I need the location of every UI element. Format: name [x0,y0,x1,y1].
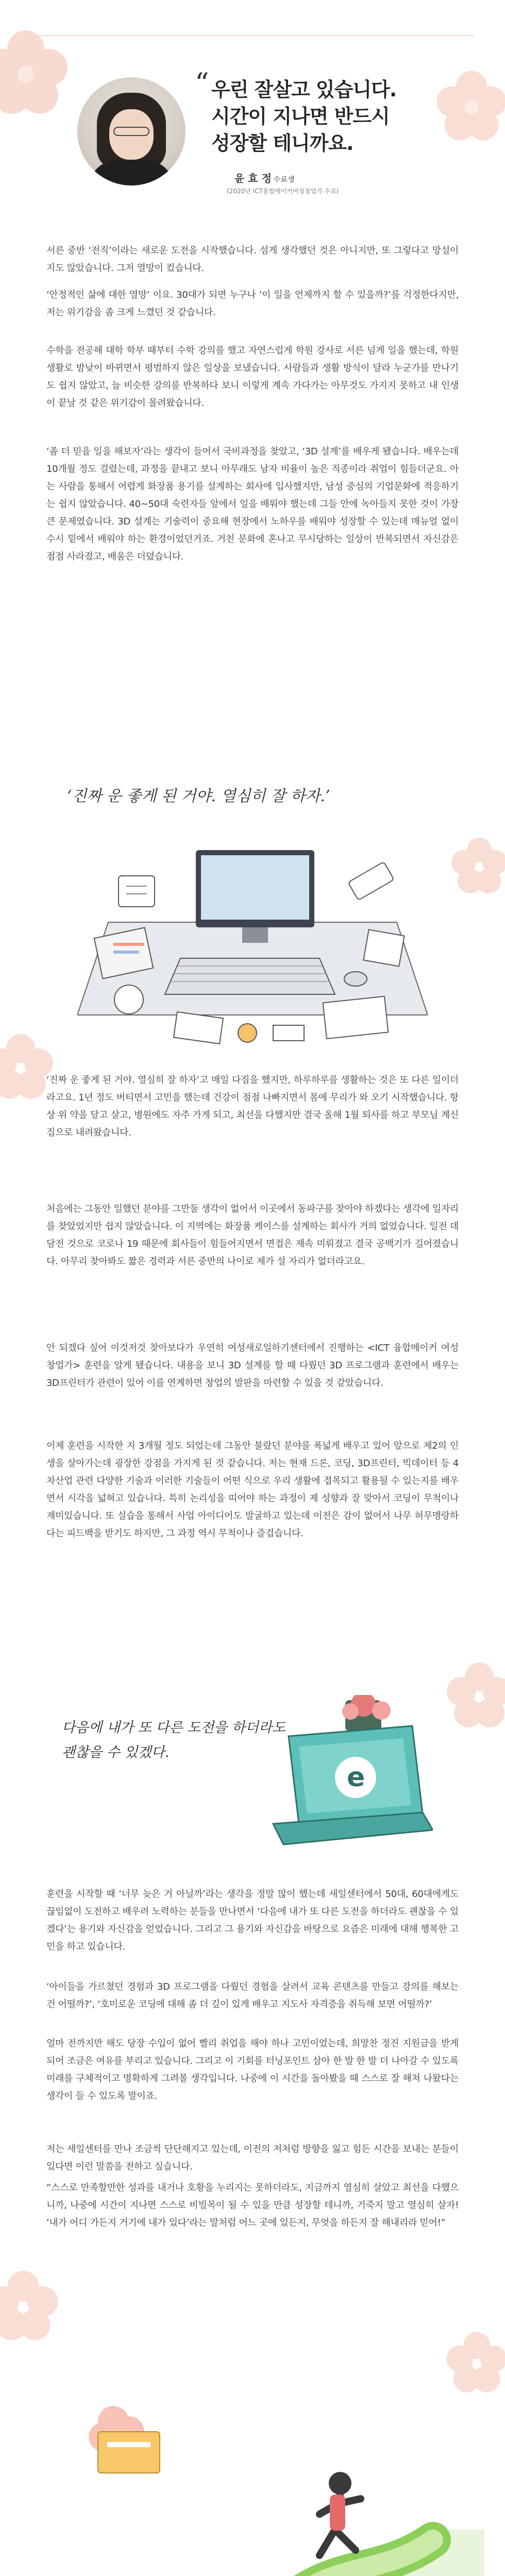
pull-quote-line: 성장할 테니까요. [211,132,354,155]
handwritten-quote-line: 괜찮을 수 있겠다. [62,1744,170,1760]
handwritten-quote-line: 다음에 내가 또 다른 도전을 하더라도 [62,1720,286,1736]
desk-workspace-illustration [77,829,428,1056]
body-paragraph: 처음에는 그동안 일했던 분야를 그만둘 생각이 없어서 이곳에서 동파구를 찾아야 하겠다는 생각에 일자리를 찾았었지만 쉽지 않았습니다. 이 지역에는 화장품 케이스를 설계하는 회사가 거의 없었습니다. 일전 데 담전 것으로 코로나 19 때문에 회사들이 힘들어지면서 면접은 재속 미뤄졌고 결국 공백기가 길어졌습니다. 아무리 찾아봐도 짧은 경력과 서른 중반의 나이로 제가 설 자리가 없더라고요. [46,1204,459,1267]
body-paragraph: ‘진짜 운 좋게 된 거야. 열심히 잘 하자’고 매일 다짐을 했지만, 하루하루를 생활하는 것은 또 다른 일이더라고요. 1년 정도 버티면서 고민을 했는데 건강이 점점 나빠지면서 몸에 무리가 와 오기 시작했습니다. 항상 위 약을 달고 살고, 병원에도 자주 가게 되고, 최선을 다했지만 결국 올해 1월 퇴사를 하고 부모님 계신 집으로 내려왔습니다. [46,1075,459,1138]
flower-decoration-icon [0,26,72,118]
pull-quote [211,76,448,157]
body-paragraph: 수학을 전공해 대학 학부 때부터 수학 강의를 했고 자연스럽게 학원 강사로 서른 넘게 일을 했는데, 학원 생활로 밤낮이 바뀌면서 평범하지 않은 일상을 보냈습니다. 사람들과 생활 방식이 달라 누군가를 만나기도 쉽지 않았고, 늘 비슷한 강의를 반복하다 보니 이렇게 계속 가다가는 아무것도 가지지 못하고 내 인생이 끝날 것 같은 위기감이 몰려왔습니다. [46,345,459,409]
laptop-key-letter: e [347,1762,365,1793]
avatar [77,77,186,185]
running-path-illustration [21,2360,484,2576]
top-divider [31,35,474,36]
pull-quote-line: 시간이 지나면 반드시 [211,105,390,128]
body-paragraph: ‘좀 더 믿을 일을 해보자’라는 생각이 들어서 국비과정을 찾았고, ‘3D 설계’를 배우게 됐습니다. 배우는데 10개월 정도 걸렸는데, 과정을 끝내고 보니 아무래도 남자 비율이 높은 직종이라 취업이 힘들더군요. 아는 사람을 통해서 어렵게 화장품 용기를 설계하는 회사에 입사했지만, 남성 중심의 기업문화에 적응하기는 쉽지 않았습니다. 40~50대 숙련자들 앞에서 일을 배워야 했는데 그들 안에 녹아들지 못한 것이 가장 큰 문제였습니다. 3D 설계는 기술력이 중요해 현장에서 노하우를 배워야 성장할 수 있는데 매뉴얼 없이 수시 밑에서 배워야 하는 환경이었던거죠. 거친 문화에 혼나고 무시당하는 일상이 반복되면서 자신감은 점점 사라졌고, 배움은 더뎠습니다. [46,446,459,562]
flower-decoration-icon [448,835,505,896]
interview-header [62,62,453,237]
author-affiliation: (2020년 ICT융합메이커여성창업가 수료) [227,188,339,195]
handwritten-quote: ‘진짜 운 좋게 된 거야. 열심히 잘 하자.’ [67,787,330,805]
pull-quote-line: 우린 잘살고 있습니다. [211,78,397,101]
body-paragraph: 훈련을 시작할 때 ‘너무 늦은 거 아닐까’라는 생각을 정말 많이 했는데 새일센터에서 50대, 60대에게도 끊임없이 도전하고 배우려 노력하는 분들을 만나면서 ‘다음에 내가 또 다른 도전을 하더라도 괜찮을 수 있겠다’는 용기와 자신감을 얻었습니다. 그리고 그 용기와 자신감을 바탕으로 요즘은 미래에 대해 행복한 고민을 하고 있습니다. [46,1889,459,1952]
body-paragraph: ‘아이들을 가르쳤던 경험과 3D 프로그램을 다뤘던 경험을 살려서 교육 콘텐츠를 만들고 강의를 해보는 건 어떨까?’, ‘호미로운 코딩에 대해 좀 더 깊이 있게 배우고 지도사 자격증을 취득해 보면 어떨까?’ [46,1981,459,2010]
body-paragraph: 안 되겠다 싶어 이것저것 찾아보다가 우연히 여성새로일하기센터에서 진행하는 <ICT 융합메이커 여성 창업가> 훈련을 알게 됐습니다. 내용을 보니 3D 설계를 할 때 다뤘던 3D 프로그램과 훈련에서 배우는 3D프린터가 관련이 있어 이를 연계하면 창업의 발판을 마련할 수 있을 것 같았습니다. [46,1343,459,1388]
body-paragraph: 저는 새일센터를 만나 조금씩 단단해지고 있는데, 이전의 저처럼 방향을 잃고 힘든 시간을 보내는 분들이 있다면 이런 말씀을 전하고 싶습니다. [46,2144,459,2172]
open-quote-icon: “ [195,67,209,99]
body-paragraph: 얼마 전까지만 해도 당장 수입이 없어 빨리 취업을 해야 하나 고민이었는데, 희망찬 정진 지원금을 받게 되어 조금은 여유를 부리고 있습니다. 그리고 이 기회를 터닝포인트 삼아 한 발 한 발 더 나아갈 수 있도록 미래를 구체적이고 명확하게 그려볼 생각입니다. 나중에 이 시간을 돌아봤을 때 스스로 잘 해쳐 나왔다는 생각이 들 수 있도록 말이죠. [46,2038,459,2102]
body-paragraph: 이제 훈련을 시작한 지 3개월 정도 되었는데 그동안 불랐던 분야를 폭넓게 배우고 있어 앞으로 제2의 인생을 살아가는데 굉장한 강점을 가지게 된 것 같습니다. 저는 현재 드론, 코딩, 3D프린터, 빅데이터 등 4차산업 관련 다양한 기술과 이러한 기술들이 어떤 식으로 우리 생활에 접목되고 활용될 수 있는지를 배우면서 시각을 넓혀고 있습니다. 특히 논리성을 띠어야 하는 과정이 제 성향과 잘 맞아서 코딩이 무척이나 재미있습니다. 또 실습을 통해서 사업 아이디어도 발굴하고 있는데 이전은 감이 없어서 나무 허무맹랑하다는 피드백을 받기도 하지만, 그 과정 역시 무척이나 즐겁습니다. [46,1440,459,1539]
flower-decoration-icon [443,1659,505,1731]
flower-decoration-icon [0,2267,62,2344]
handwritten-quote [62,1716,285,1765]
body-paragraph: “스스로 만족할만한 성과를 내거나 호황을 누리지는 못하더라도, 지금까지 열심히 살았고 최선을 다했으니까, 나중에 시간이 지나면 스스로 비빌목이 될 수 있을 만큼 성장할 테니까, 기죽지 말고 열심히 살자! ‘내가 어디 가든지 거기에 내가 있다’라는 말처럼 어느 곳에 있든지, 무엇을 하든지 잘 해내리라 믿어!” [46,2182,459,2228]
body-paragraph: ‘안정적인 삶에 대한 열망’ 이요. 30대가 되면 누구나 ‘이 일을 언제까지 할 수 있을까?’를 걱정한다지만, 저는 위기감을 좀 크게 느꼈던 것 같습니다. [46,290,459,318]
author-name: 윤 효 정 수료생 [234,172,295,184]
body-paragraph: 서른 중반 ‘전직’이라는 새로운 도전을 시작했습니다. 섬게 생각했던 것은 아니지만, 또 그렇다고 망설이지도 않았습니다. 그저 열망이 컸습니다. [46,245,459,274]
